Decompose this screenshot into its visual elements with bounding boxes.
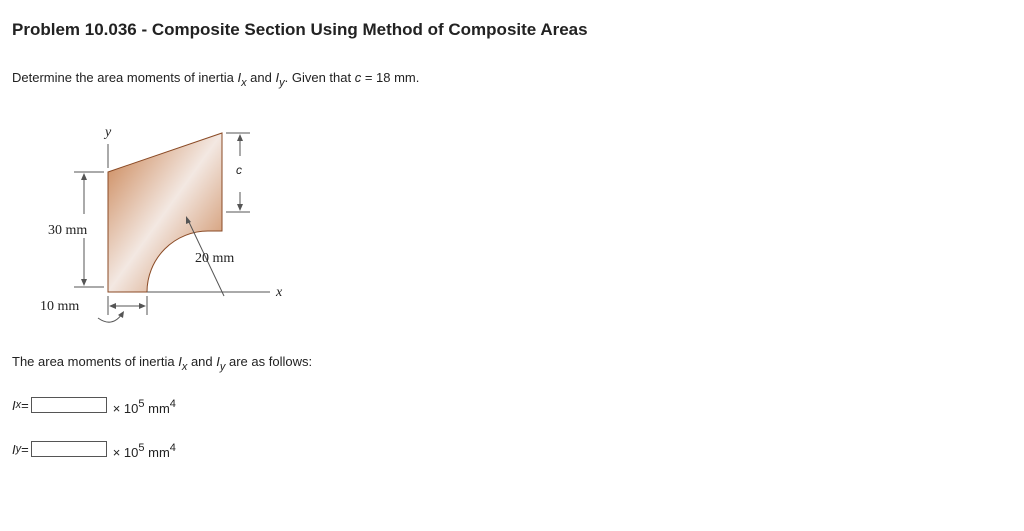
answer-row-ix xyxy=(12,396,176,414)
iy-unit: mm xyxy=(144,445,170,460)
dim10-arrow-right xyxy=(139,303,146,309)
c-label: c xyxy=(236,163,242,177)
answer-row-iy xyxy=(12,440,176,458)
sub-x: x xyxy=(241,77,247,89)
iy-equals: = xyxy=(21,441,29,457)
dim30-arrow-top xyxy=(81,173,87,180)
dim10-leader-arrow xyxy=(118,311,124,318)
prompt-text: are as follows: xyxy=(225,354,313,369)
iy-answer-input[interactable] xyxy=(31,441,107,457)
prompt-text: and xyxy=(187,354,217,369)
ix-var: I xyxy=(12,397,16,413)
sub-x: x xyxy=(181,361,188,373)
y-axis-label: y xyxy=(105,125,112,140)
problem-statement xyxy=(12,70,419,89)
prompt-text: Determine the area moments of inertia xyxy=(12,70,238,85)
section-shape xyxy=(108,133,222,292)
prompt-text: The area moments of inertia xyxy=(12,354,179,369)
iy-sub: y xyxy=(15,443,22,455)
sub-y: y xyxy=(219,361,226,373)
c-arrow-bottom xyxy=(237,204,243,211)
iy-unit-exponent: 4 xyxy=(169,442,176,454)
answer-instructions xyxy=(12,354,312,373)
prompt-text: and xyxy=(246,70,276,85)
iy-multiplier xyxy=(113,442,176,460)
page-title: Problem 10.036 - Composite Section Using Method of Composite Areas xyxy=(12,20,588,39)
var-i: I xyxy=(216,354,220,369)
sub-y: y xyxy=(279,77,285,89)
var-i: I xyxy=(237,70,242,85)
iy-exponent: 5 xyxy=(138,442,145,454)
ix-unit-exponent: 4 xyxy=(169,398,176,410)
var-i: I xyxy=(178,354,182,369)
ix-multiplier xyxy=(113,398,176,416)
ix-equals: = xyxy=(21,397,29,413)
iy-var: I xyxy=(12,441,16,457)
c-arrow-top xyxy=(237,134,243,141)
iy-mult-text: × 10 xyxy=(112,445,139,460)
dim30-arrow-bottom xyxy=(81,279,87,286)
ix-sub: x xyxy=(15,399,22,411)
ix-answer-input[interactable] xyxy=(31,397,107,413)
composite-section-figure xyxy=(0,110,320,340)
var-c: c xyxy=(354,70,362,85)
x-axis-label: x xyxy=(276,285,283,300)
dim10-label: 10 mm xyxy=(40,299,80,314)
var-i: I xyxy=(275,70,280,85)
dim30-label: 30 mm xyxy=(48,223,88,238)
prompt-text: . Given that xyxy=(284,70,355,85)
ix-unit: mm xyxy=(144,401,170,416)
dim20-label: 20 mm xyxy=(195,251,235,266)
ix-mult-text: × 10 xyxy=(112,401,139,416)
ix-exponent: 5 xyxy=(138,398,145,410)
dim10-arrow-left xyxy=(109,303,116,309)
prompt-text: = 18 mm. xyxy=(361,70,420,85)
